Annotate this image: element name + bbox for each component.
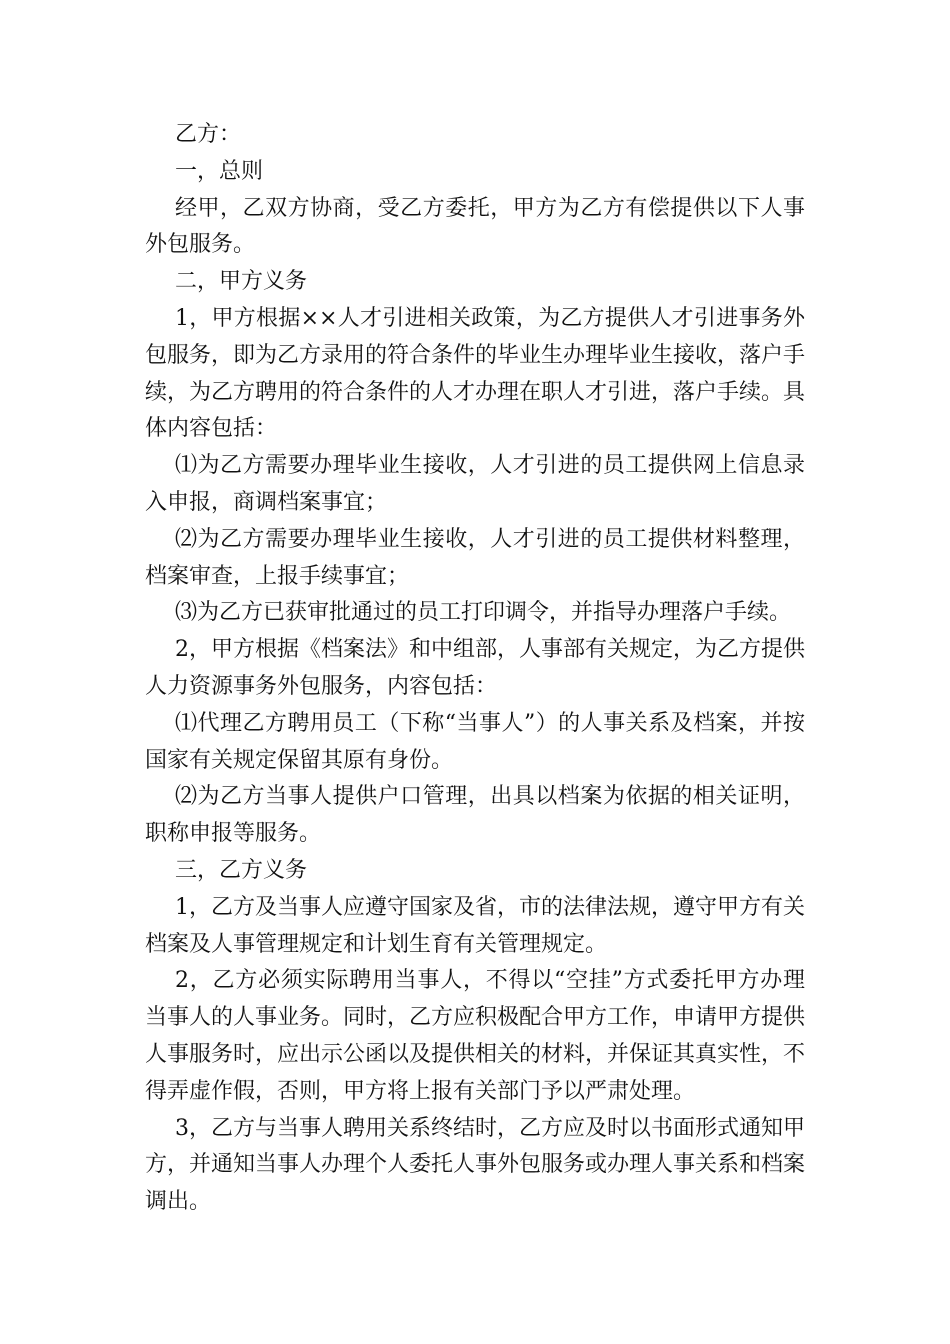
paragraph-a-duty-1-item-1: ⑴为乙方需要办理毕业生接收，人才引进的员工提供网上信息录入申报，商调档案事宜； (145, 453, 805, 515)
paragraph-general: 经甲，乙双方协商，受乙方委托，甲方为乙方有偿提供以下人事外包服务。 (145, 195, 805, 258)
paragraph-b-duty-2: 2，乙方必须实际聘用当事人，不得以“空挂”方式委托甲方办理当事人的人事业务。同时，乙方应积极配合甲方工作，申请甲方提供人事服务时，应出示公函以及提供相关的材料，并保证其真实性，不得弄虚作假，否则，甲方将上报有关部门予以严肃处理。 (145, 968, 806, 1104)
paragraph-b-duty-3: 3，乙方与当事人聘用关系终结时，乙方应及时以书面形式通知甲方，并通知当事人办理个人委托人事外包服务或办理人事关系和档案调出。 (145, 1115, 806, 1215)
paragraph-a-duty-1-item-3: ⑶为乙方已获审批通过的员工打印调令，并指导办理落户手续。 (175, 600, 792, 626)
section-heading-party-a-duties: 二，甲方义务 (175, 269, 308, 295)
document-body (145, 117, 805, 1221)
paragraph-a-duty-1: 1，甲方根据××人才引进相关政策，为乙方提供人才引进事务外包服务，即为乙方录用的符合条件的毕业生办理毕业生接收，落户手续，为乙方聘用的符合条件的人才办理在职人才引进，落户手续。具体内容包括： (145, 305, 806, 442)
paragraph-a-duty-2-item-2: ⑵为乙方当事人提供户口管理，出具以档案为依据的相关证明，职称申报等服务。 (145, 784, 805, 847)
section-heading-general: 一，总则 (175, 158, 264, 184)
paragraph-b-duty-1: 1，乙方及当事人应遵守国家及省，市的法律法规，遵守甲方有关档案及人事管理规定和计划生育有关管理规定。 (145, 894, 805, 957)
paragraph-a-duty-2: 2，甲方根据《档案法》和中组部，人事部有关规定，为乙方提供人力资源事务外包服务，内容包括： (145, 637, 805, 699)
paragraph-a-duty-1-item-2: ⑵为乙方需要办理毕业生接收，人才引进的员工提供材料整理，档案审查，上报手续事宜； (145, 526, 805, 589)
section-heading-party-b-duties: 三，乙方义务 (175, 857, 308, 883)
paragraph-a-duty-2-item-1: ⑴代理乙方聘用员工（下称“当事人”）的人事关系及档案，并按国家有关规定保留其原有身份。 (145, 710, 805, 773)
party-b-label: 乙方： (175, 122, 242, 147)
